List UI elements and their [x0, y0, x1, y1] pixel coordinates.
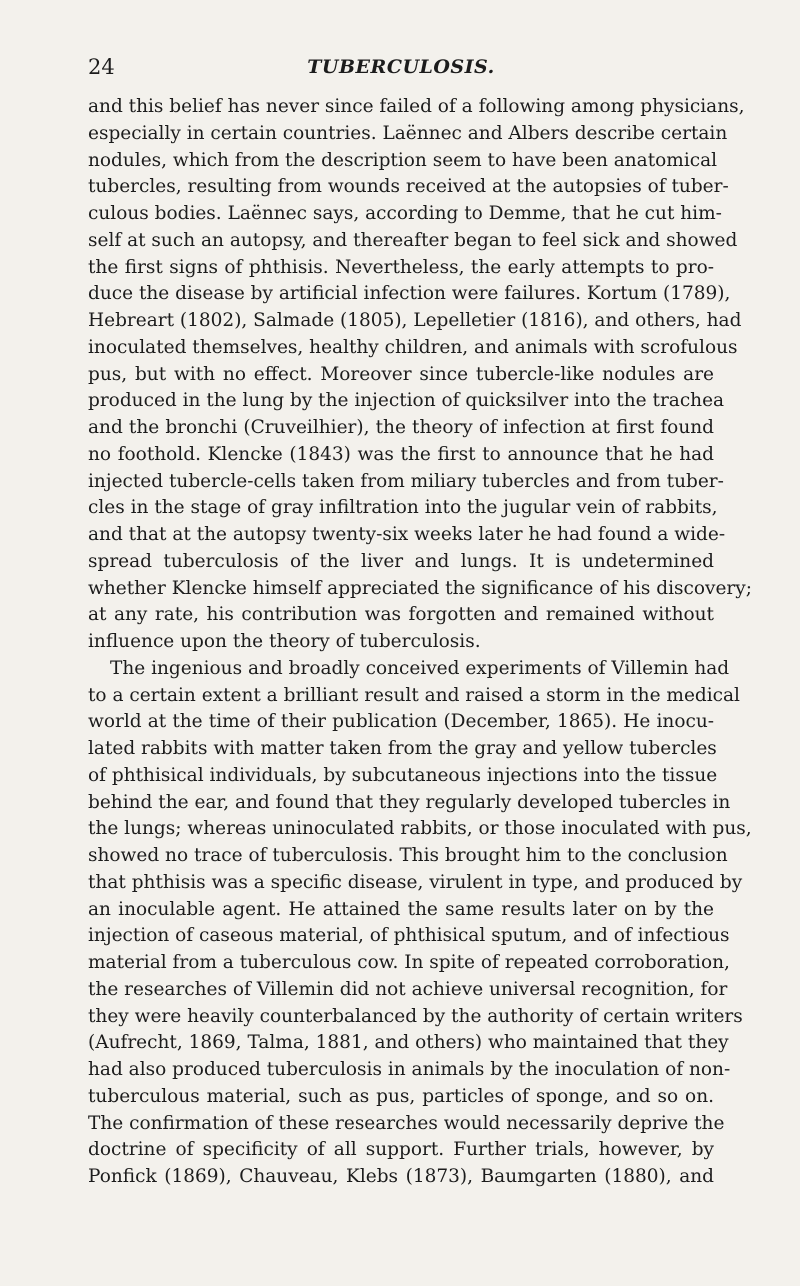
text-line: and that at the autopsy twenty-six weeks later he had found a wide- — [88, 524, 726, 545]
text-line: to a certain extent a brilliant result and raised a storm in the medical — [88, 684, 740, 706]
text-line: world at the time of their publication (December, 1865). He inocu- — [88, 711, 714, 733]
text-line: the researches of Villemin did not achieve universal recognition, for — [88, 978, 728, 1000]
text-line: nodules, which from the description seem to have been anatomical — [88, 149, 718, 171]
text-line-paragraph-start: The ingenious and broadly conceived experiments of Villemin had — [110, 657, 730, 679]
text-line: culous bodies. Laënnec says, according to Demme, that he cut him- — [88, 203, 722, 224]
text-line: had also produced tuberculosis in animals by the inoculation of non- — [88, 1059, 731, 1080]
text-line: produced in the lung by the injection of quicksilver into the trachea — [88, 390, 725, 412]
text-line: and this belief has never since failed of a following among physicians, — [88, 96, 745, 117]
text-line: the lungs; whereas uninoculated rabbits, or those inoculated with pus, — [88, 818, 752, 840]
text-line: Ponfick (1869), Chauveau, Klebs (1873), Baumgarten (1880), and — [88, 1166, 714, 1187]
text-line: an inoculable agent. He attained the same results later on by the — [88, 898, 714, 920]
text-line: cles in the stage of gray infiltration into the jugular vein of rabbits, — [88, 497, 718, 519]
text-line: self at such an autopsy, and thereafter began to feel sick and showed — [88, 229, 738, 251]
text-line: material from a tuberculous cow. In spite of repeated corroboration, — [88, 952, 730, 973]
text-line: injected tubercle-cells taken from miliary tubercles and from tuber- — [88, 470, 724, 492]
text-line-paragraph-end: influence upon the theory of tuberculosis. — [88, 631, 481, 652]
text-line: the first signs of phthisis. Nevertheless, the early attempts to pro- — [88, 256, 714, 278]
page-header — [88, 52, 714, 82]
text-line: duce the disease by artificial infection were failures. Kortum (1789), — [88, 283, 731, 305]
text-line: they were heavily counterbalanced by the authority of certain writers — [88, 1005, 743, 1027]
text-line: whether Klencke himself appreciated the significance of his discovery; — [88, 577, 752, 599]
running-head-title: TUBERCULOSIS. — [307, 56, 495, 78]
text-line: especially in certain countries. Laënnec and Albers describe certain — [88, 122, 728, 144]
text-line: showed no trace of tuberculosis. This brought him to the conclusion — [88, 845, 728, 866]
text-line: that phthisis was a specific disease, virulent in type, and produced by — [88, 871, 743, 893]
text-line: at any rate, his contribution was forgotten and remained without — [88, 604, 714, 626]
text-line: The confirmation of these researches would necessarily deprive the — [88, 1112, 725, 1134]
text-line: inoculated themselves, healthy children, and animals with scrofulous — [88, 336, 738, 358]
text-line: of phthisical individuals, by subcutaneous injections into the tissue — [88, 764, 718, 786]
text-line: tuberculous material, such as pus, particles of sponge, and so on. — [88, 1085, 714, 1107]
text-line: pus, but with no effect. Moreover since tubercle-like nodules are — [88, 363, 714, 385]
page-number: 24 — [88, 55, 115, 79]
text-line: tubercles, resulting from wounds received at the autopsies of tuber- — [88, 176, 729, 198]
text-line: and the bronchi (Cruveilhier), the theory of infection at first found — [88, 417, 714, 438]
text-line: lated rabbits with matter taken from the gray and yellow tubercles — [88, 738, 717, 759]
text-line: no foothold. Klencke (1843) was the first to announce that he had — [88, 443, 714, 465]
text-line: spread tuberculosis of the liver and lungs. It is undetermined — [88, 550, 714, 572]
text-line: (Aufrecht, 1869, Talma, 1881, and others) who maintained that they — [88, 1032, 729, 1054]
text-line: doctrine of specificity of all support. Further trials, however, by — [88, 1139, 714, 1161]
text-line: injection of caseous material, of phthisical sputum, and of infectious — [88, 925, 730, 947]
text-line: Hebreart (1802), Salmade (1805), Lepelletier (1816), and others, had — [88, 310, 742, 331]
text-line: behind the ear, and found that they regularly developed tubercles in — [88, 791, 731, 813]
body-text — [88, 94, 752, 1191]
